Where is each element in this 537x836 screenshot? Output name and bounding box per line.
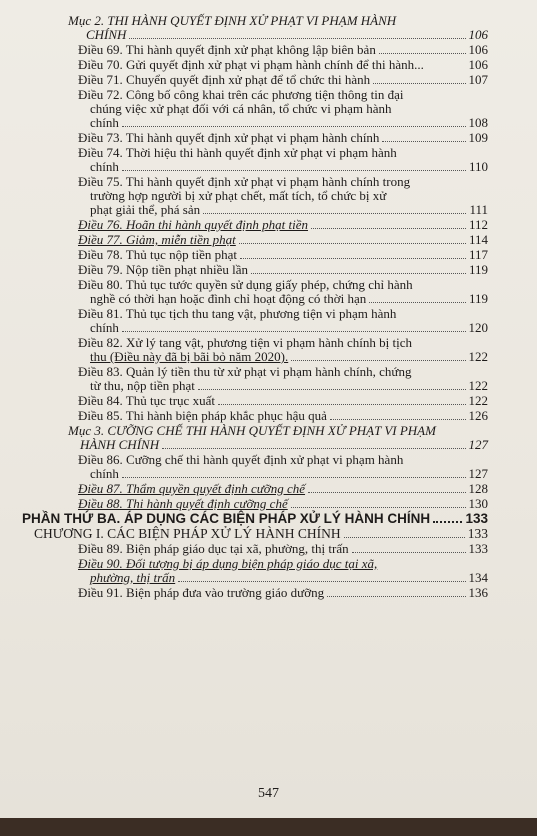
toc-page: 117	[468, 247, 488, 262]
toc-entry-88	[68, 497, 488, 511]
toc-page: 119	[468, 262, 488, 277]
toc-text: chính	[90, 159, 119, 174]
toc-page: 120	[468, 320, 488, 335]
toc-text: PHẦN THỨ BA. ÁP DỤNG CÁC BIỆN PHÁP XỬ LÝ HÀNH CHÍNH	[22, 511, 431, 526]
toc-page: 136	[468, 585, 488, 600]
toc-text: từ thu, nộp tiền phạt	[90, 378, 195, 393]
toc-page: 110	[468, 159, 488, 174]
toc-entry-76	[68, 218, 488, 232]
toc-text: Điều 84. Thủ tục trục xuất	[78, 393, 215, 408]
toc-page: 127	[468, 437, 488, 452]
toc-text: nghề có thời hạn hoặc đình chỉ hoạt động có thời hạn	[90, 291, 367, 306]
toc-entry-77	[68, 233, 488, 247]
background-edge	[0, 818, 537, 836]
toc-text: Điều 69. Thi hành quyết định xử phạt không lập biên bản	[78, 42, 376, 57]
toc-section-muc-2	[68, 14, 488, 42]
toc-text: Điều 81. Thủ tục tịch thu tang vật, phương tiện vi phạm hành	[78, 306, 397, 321]
toc-text: Điều 70. Gửi quyết định xử phạt vi phạm hành chính để thi hành...	[78, 57, 424, 72]
toc-text: Điều 80. Thủ tục tước quyền sử dụng giấy phép, chứng chỉ hành	[78, 277, 413, 292]
toc-text: phường, thị trấn	[90, 570, 176, 585]
table-of-contents	[22, 13, 488, 601]
toc-part-3	[22, 512, 488, 526]
toc-text: Điều 88. Thi hành quyết định cưỡng chế	[78, 496, 288, 511]
toc-entry-73	[68, 131, 488, 145]
toc-entry-87	[68, 482, 488, 496]
toc-page: 111	[469, 202, 488, 217]
toc-entry-72	[68, 88, 488, 130]
toc-text: chính	[90, 115, 119, 130]
toc-entry-82	[68, 336, 488, 364]
toc-page: 106	[468, 27, 488, 42]
toc-entry-75	[68, 175, 488, 217]
toc-page: 112	[468, 217, 488, 232]
toc-text: Điều 89. Biện pháp giáo dục tại xã, phường, thị trấn	[78, 541, 349, 556]
toc-page: 122	[468, 378, 488, 393]
toc-entry-89	[68, 542, 488, 556]
toc-entry-86	[68, 453, 488, 481]
toc-entry-84	[68, 394, 488, 408]
toc-text: CHÍNH	[86, 27, 127, 42]
toc-page: 106	[468, 57, 488, 72]
toc-entry-79	[68, 263, 488, 277]
toc-text: chính	[90, 320, 119, 335]
toc-text: Điều 86. Cưỡng chế thi hành quyết định xử phạt vi phạm hành	[78, 452, 404, 467]
toc-text: Điều 91. Biện pháp đưa vào trường giáo dưỡng	[78, 585, 325, 600]
toc-entry-80	[68, 278, 488, 306]
toc-text: Điều 77. Giảm, miễn tiền phạt	[78, 232, 236, 247]
toc-page: 108	[468, 115, 488, 130]
toc-section-muc-3	[68, 424, 488, 452]
toc-page: 128	[468, 481, 488, 496]
toc-page: 122	[468, 393, 488, 408]
toc-text: Điều 72. Công bố công khai trên các phương tiện thông tin đại	[78, 87, 404, 102]
toc-page: 114	[468, 232, 488, 247]
toc-text: Mục 2. THI HÀNH QUYẾT ĐỊNH XỬ PHẠT VI PHẠM HÀNH	[68, 13, 397, 28]
toc-text: chính	[90, 466, 119, 481]
toc-page: 107	[468, 72, 488, 87]
toc-page: 133	[465, 511, 488, 526]
toc-entry-74	[68, 146, 488, 174]
toc-text: trường hợp người bị xử phạt chết, mất tích, tổ chức bị xử	[90, 188, 387, 203]
toc-text: Điều 87. Thẩm quyền quyết định cưỡng chế	[78, 481, 306, 496]
toc-text: Điều 76. Hoãn thi hành quyết định phạt tiền	[78, 217, 309, 232]
toc-page: 122	[468, 349, 488, 364]
toc-page: 133	[468, 541, 488, 556]
toc-entry-69	[68, 43, 488, 57]
toc-text: Điều 85. Thi hành biện pháp khắc phục hậu quả	[78, 408, 327, 423]
toc-entry-70	[68, 58, 488, 72]
toc-page: 133	[467, 526, 488, 541]
toc-page: 109	[468, 130, 488, 145]
toc-text: Điều 83. Quản lý tiền thu từ xử phạt vi phạm hành chính, chứng	[78, 364, 412, 379]
toc-text: CHƯƠNG I. CÁC BIỆN PHÁP XỬ LÝ HÀNH CHÍNH	[34, 526, 341, 541]
toc-page: 119	[468, 291, 488, 306]
toc-text: Điều 75. Thi hành quyết định xử phạt vi phạm hành chính trong	[78, 174, 411, 189]
toc-text: Điều 73. Thi hành quyết định xử phạt vi phạm hành chính	[78, 130, 380, 145]
toc-text: Điều 82. Xử lý tang vật, phương tiện vi phạm hành chính bị tịch	[78, 335, 412, 350]
toc-chapter-1	[34, 527, 488, 541]
toc-page: 134	[468, 570, 488, 585]
toc-page: 106	[468, 42, 488, 57]
toc-text: Điều 90. Đối tượng bị áp dụng biện pháp giáo dục tại xã,	[78, 556, 378, 571]
toc-entry-91	[68, 586, 488, 600]
toc-page: 127	[468, 466, 488, 481]
toc-text: chúng việc xử phạt đối với cá nhân, tổ chức vi phạm hành	[90, 101, 392, 116]
toc-text: phạt giải thể, phá sản	[90, 202, 201, 217]
toc-text: thu (Điều này đã bị bãi bỏ năm 2020).	[90, 349, 289, 364]
toc-entry-90	[68, 557, 488, 585]
toc-text: Mục 3. CƯỠNG CHẾ THI HÀNH QUYẾT ĐỊNH XỬ PHẠT VI PHẠM	[68, 423, 436, 438]
toc-entry-85	[68, 409, 488, 423]
toc-text: Điều 78. Thủ tục nộp tiền phạt	[78, 247, 237, 262]
toc-entry-78	[68, 248, 488, 262]
toc-text: Điều 74. Thời hiệu thi hành quyết định xử phạt vi phạm hành	[78, 145, 397, 160]
toc-page: 130	[468, 496, 488, 511]
toc-entry-71	[68, 73, 488, 87]
toc-text: Điều 71. Chuyển quyết định xử phạt để tổ chức thi hành	[78, 72, 371, 87]
toc-text: HÀNH CHÍNH	[80, 437, 160, 452]
toc-entry-81	[68, 307, 488, 335]
toc-entry-83	[68, 365, 488, 393]
page-number: 547	[258, 786, 279, 801]
toc-page: 126	[468, 408, 488, 423]
toc-text: Điều 79. Nộp tiền phạt nhiều lần	[78, 262, 249, 277]
